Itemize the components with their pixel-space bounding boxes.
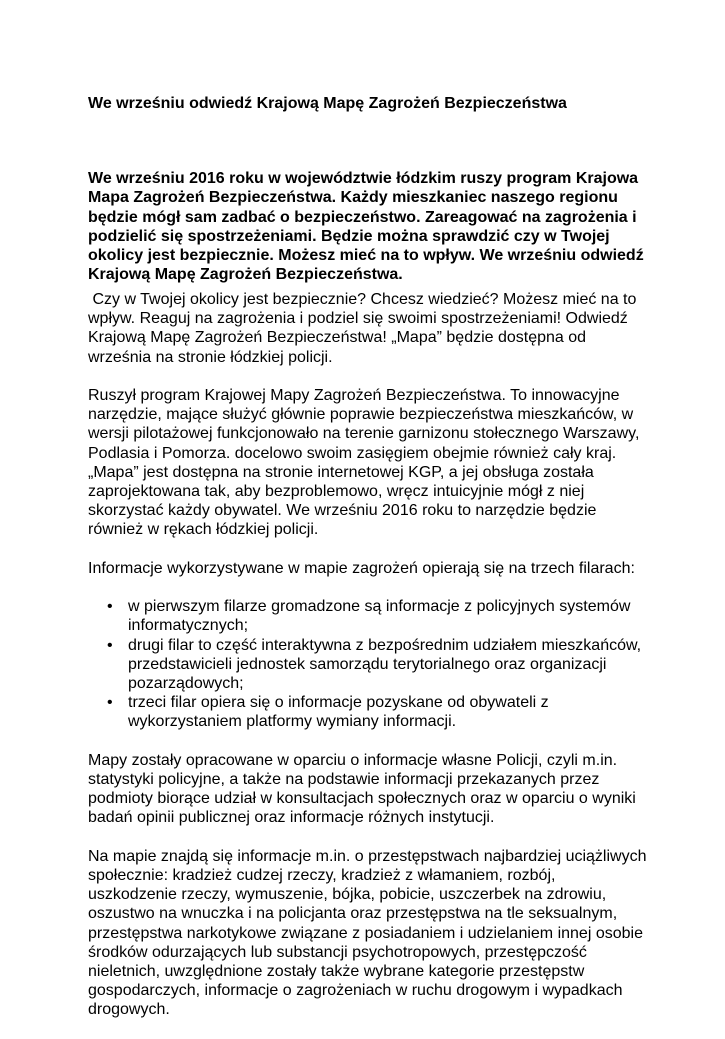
paragraph-program: Ruszył program Krajowej Mapy Zagrożeń Bezpieczeństwa. To innowacyjne narzędzie, mające służyć głównie poprawie bezpieczeństwa mieszkańców, w wersji pilotażowej funkcjonowało na terenie garnizonu stołecznego Warszawy, Podlasia i Pomorza. docelowo swoim zasięgiem obejmie również cały kraj. „Mapa” jest dostępna na stronie internetowej KGP, a jej obsługa została zaprojektowana tak, aby bezproblemowo, wręcz intuicyjnie mógł z niej skorzystać każdy obywatel. We wrześniu 2016 roku to narzędzie będzie również w rękach łódzkiej policji. — [88, 387, 640, 539]
bullet-icon: • — [107, 636, 113, 654]
paragraph-crime-types: Na mapie znajdą się informacje m.in. o przestępstwach najbardziej uciążliwych społecznie: kradzież cudzej rzeczy, kradzież z włamaniem, rozbój, uszkodzenie rzeczy, wymuszenie, bójka, pobicie, uszczerbek na zdrowiu, oszustwo na wnuczka i na policjanta oraz przestępstwa na tle seksualnym, przestępstwa narkotykowe związane z posiadaniem i udzielaniem innej osobie środków odurzających lub substancji psychotropowych, przestępczość nieletnich, uwzględnione zostały także wybrane kategorie przestępstw gospodarczych, informacje o zagrożeniach w ruchu drogowym i wypadkach drogowych. — [88, 847, 647, 1019]
paragraph-pillars-intro: Informacje wykorzystywane w mapie zagrożeń opierają się na trzech filarach: — [88, 559, 635, 577]
paragraph-sources: Mapy zostały opracowane w oparciu o informacje własne Policji, czyli m.in. statystyki policyjne, a także na podstawie informacji przekazanych przez podmioty biorące udział w konsultacjach społecznych oraz w oparciu o wyniki badań opinii publicznej oraz informacje różnych instytucji. — [88, 751, 636, 827]
pillars-list — [88, 597, 648, 731]
list-item-text: w pierwszym filarze gromadzone są informacje z policyjnych systemów informatycznych; — [128, 598, 631, 635]
list-item — [88, 636, 648, 694]
bullet-icon: • — [107, 598, 113, 616]
paragraph-intro: Czy w Twojej okolicy jest bezpiecznie? Chcesz wiedzieć? Możesz mieć na to wpływ. Reaguj na zagrożenia i podziel się swoimi spostrzeżeniami! Odwiedź Krajową Mapę Zagrożeń Bezpieczeństwa! „Mapa” będzie dostępna od września na stronie łódzkiej policji. — [88, 291, 641, 366]
bullet-icon: • — [107, 694, 113, 712]
list-item-text: trzeci filar opiera się o informacje pozyskane od obywateli z wykorzystaniem platformy wymiany informacji. — [128, 694, 549, 731]
list-item — [88, 597, 648, 635]
lead-paragraph: We wrześniu 2016 roku w województwie łódzkim ruszy program Krajowa Mapa Zagrożeń Bezpieczeństwa. Każdy mieszkaniec naszego regionu będzie mógł sam zadbać o bezpieczeństwo. Zareagować na zagrożenia i podzielić się spostrzeżeniami. Będzie można sprawdzić czy w Twojej okolicy jest bezpiecznie. Możesz mieć na to wpływ. We wrześniu odwiedź Krajową Mapę Zagrożeń Bezpieczeństwa. — [88, 170, 644, 284]
document-body — [88, 290, 648, 1039]
list-item — [88, 693, 648, 731]
list-item-text: drugi filar to część interaktywna z bezpośrednim udziałem mieszkańców, przedstawicieli jednostek samorządu terytorialnego oraz organizacji pozarządowych; — [128, 636, 642, 693]
document-title: We wrześniu odwiedź Krajową Mapę Zagrożeń Bezpieczeństwa — [88, 95, 567, 112]
